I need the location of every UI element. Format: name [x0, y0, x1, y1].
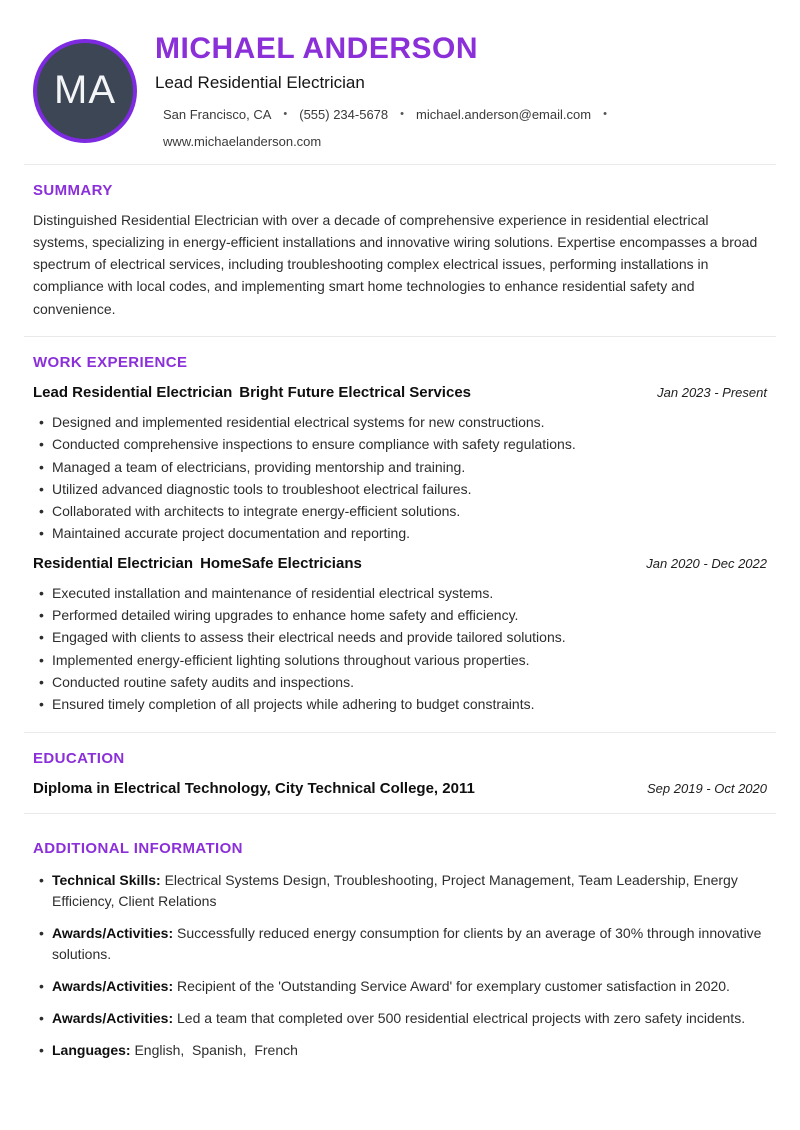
candidate-name: MICHAEL ANDERSON [155, 32, 479, 65]
candidate-job-title: Lead Residential Electrician [155, 72, 365, 92]
job-dates: Jan 2020 - Dec 2022 [646, 555, 767, 571]
job-title: Lead Residential Electrician [33, 383, 233, 401]
education-dates: Sep 2019 - Oct 2020 [647, 780, 767, 796]
section-work-experience [33, 354, 767, 716]
job-bullet: • Maintained accurate project documentation and reporting. [33, 522, 767, 544]
additional-item-text: Successfully reduced energy consumption for clients by an average of 30% through innovative solutions. [52, 924, 766, 962]
contact-website[interactable]: www.michaelanderson.com [163, 133, 322, 149]
job-title-row [33, 555, 362, 573]
job-bullet: • Managed a team of electricians, providing mentorship and training. [33, 456, 767, 478]
divider [24, 813, 776, 814]
job-bullet-list [33, 582, 767, 716]
summary-heading: SUMMARY [33, 181, 113, 199]
additional-info-item [33, 976, 767, 997]
separator-dot-icon: • [400, 108, 404, 120]
work-experience-heading: WORK EXPERIENCE [33, 353, 188, 371]
education-heading: EDUCATION [33, 749, 125, 767]
avatar [33, 39, 137, 143]
separator-dot-icon: • [603, 108, 607, 120]
education-entry [33, 780, 767, 797]
additional-item-label: Awards/Activities: [52, 1009, 174, 1026]
job-entry-header [33, 384, 767, 402]
additional-item-label: Languages: [52, 1041, 131, 1058]
contact-phone: (555) 234-5678 [299, 106, 389, 122]
job-bullet: • Ensured timely completion of all projects while adhering to budget constraints. [33, 693, 767, 715]
education-degree: Diploma in Electrical Technology, City Technical College, 2011 [33, 779, 475, 797]
additional-item-text: Led a team that completed over 500 residential electrical projects with zero safety incidents. [177, 1009, 746, 1026]
additional-info-item [33, 923, 767, 965]
additional-item-text: English, Spanish, French [134, 1041, 298, 1058]
additional-item-label: Awards/Activities: [52, 924, 174, 941]
section-summary [33, 182, 767, 320]
education-entry-header [33, 780, 767, 797]
divider [24, 732, 776, 733]
additional-info-item [33, 1040, 767, 1061]
additional-info-list [33, 870, 767, 1061]
summary-text: Distinguished Residential Electrician with over a decade of comprehensive experience in residential electrical systems, specializing in energy-efficient installations and innovative wiring solutions. Expertise encompasses a broad spectrum of electrical services, including troubleshooting complex electrical issues, performing installations in compliance with local codes, and implementing smart home technologies to enhance residential safety and convenience. [33, 211, 758, 317]
job-title: Residential Electrician [33, 554, 194, 572]
job-bullet-list [33, 411, 767, 545]
additional-item-label: Technical Skills: [52, 871, 161, 888]
job-bullet: • Executed installation and maintenance of residential electrical systems. [33, 582, 767, 604]
contact-line [155, 107, 767, 149]
divider [24, 336, 776, 337]
additional-info-item [33, 870, 767, 912]
job-bullet: • Implemented energy-efficient lighting solutions throughout various properties. [33, 649, 767, 671]
additional-information-heading: ADDITIONAL INFORMATION [33, 839, 243, 857]
job-bullet: • Performed detailed wiring upgrades to enhance home safety and efficiency. [33, 604, 767, 626]
job-entry-header [33, 555, 767, 573]
job-bullet: • Conducted routine safety audits and inspections. [33, 671, 767, 693]
separator-dot-icon: • [283, 108, 288, 120]
section-additional-information [33, 840, 767, 1061]
job-bullet: • Conducted comprehensive inspections to ensure compliance with safety regulations. [33, 433, 767, 455]
job-company: HomeSafe Electricians [200, 554, 362, 572]
additional-item-text: Recipient of the 'Outstanding Service Award' for exemplary customer satisfaction in 2020. [177, 977, 730, 994]
contact-email[interactable]: michael.anderson@email.com [416, 106, 592, 122]
job-title-row [33, 384, 471, 402]
job-company: Bright Future Electrical Services [239, 383, 472, 401]
job-bullet: • Utilized advanced diagnostic tools to troubleshoot electrical failures. [33, 478, 767, 500]
job-dates: Jan 2023 - Present [657, 384, 767, 400]
job-entry [33, 555, 767, 716]
job-bullet: • Engaged with clients to assess their electrical needs and provide tailored solutions. [33, 626, 767, 648]
resume-header [33, 33, 767, 149]
additional-item-label: Awards/Activities: [52, 977, 174, 994]
additional-item-text: Electrical Systems Design, Troubleshooting, Project Management, Team Leadership, Energy Efficiency, Client Relations [52, 871, 742, 909]
avatar-initials: MA [54, 68, 116, 113]
section-education [33, 750, 767, 797]
contact-location: San Francisco, CA [163, 106, 272, 122]
job-entry [33, 384, 767, 545]
header-text-block [155, 33, 767, 149]
job-bullet: • Collaborated with architects to integrate energy-efficient solutions. [33, 500, 767, 522]
job-bullet: • Designed and implemented residential electrical systems for new constructions. [33, 411, 767, 433]
additional-info-item [33, 1008, 767, 1029]
divider [24, 164, 776, 165]
